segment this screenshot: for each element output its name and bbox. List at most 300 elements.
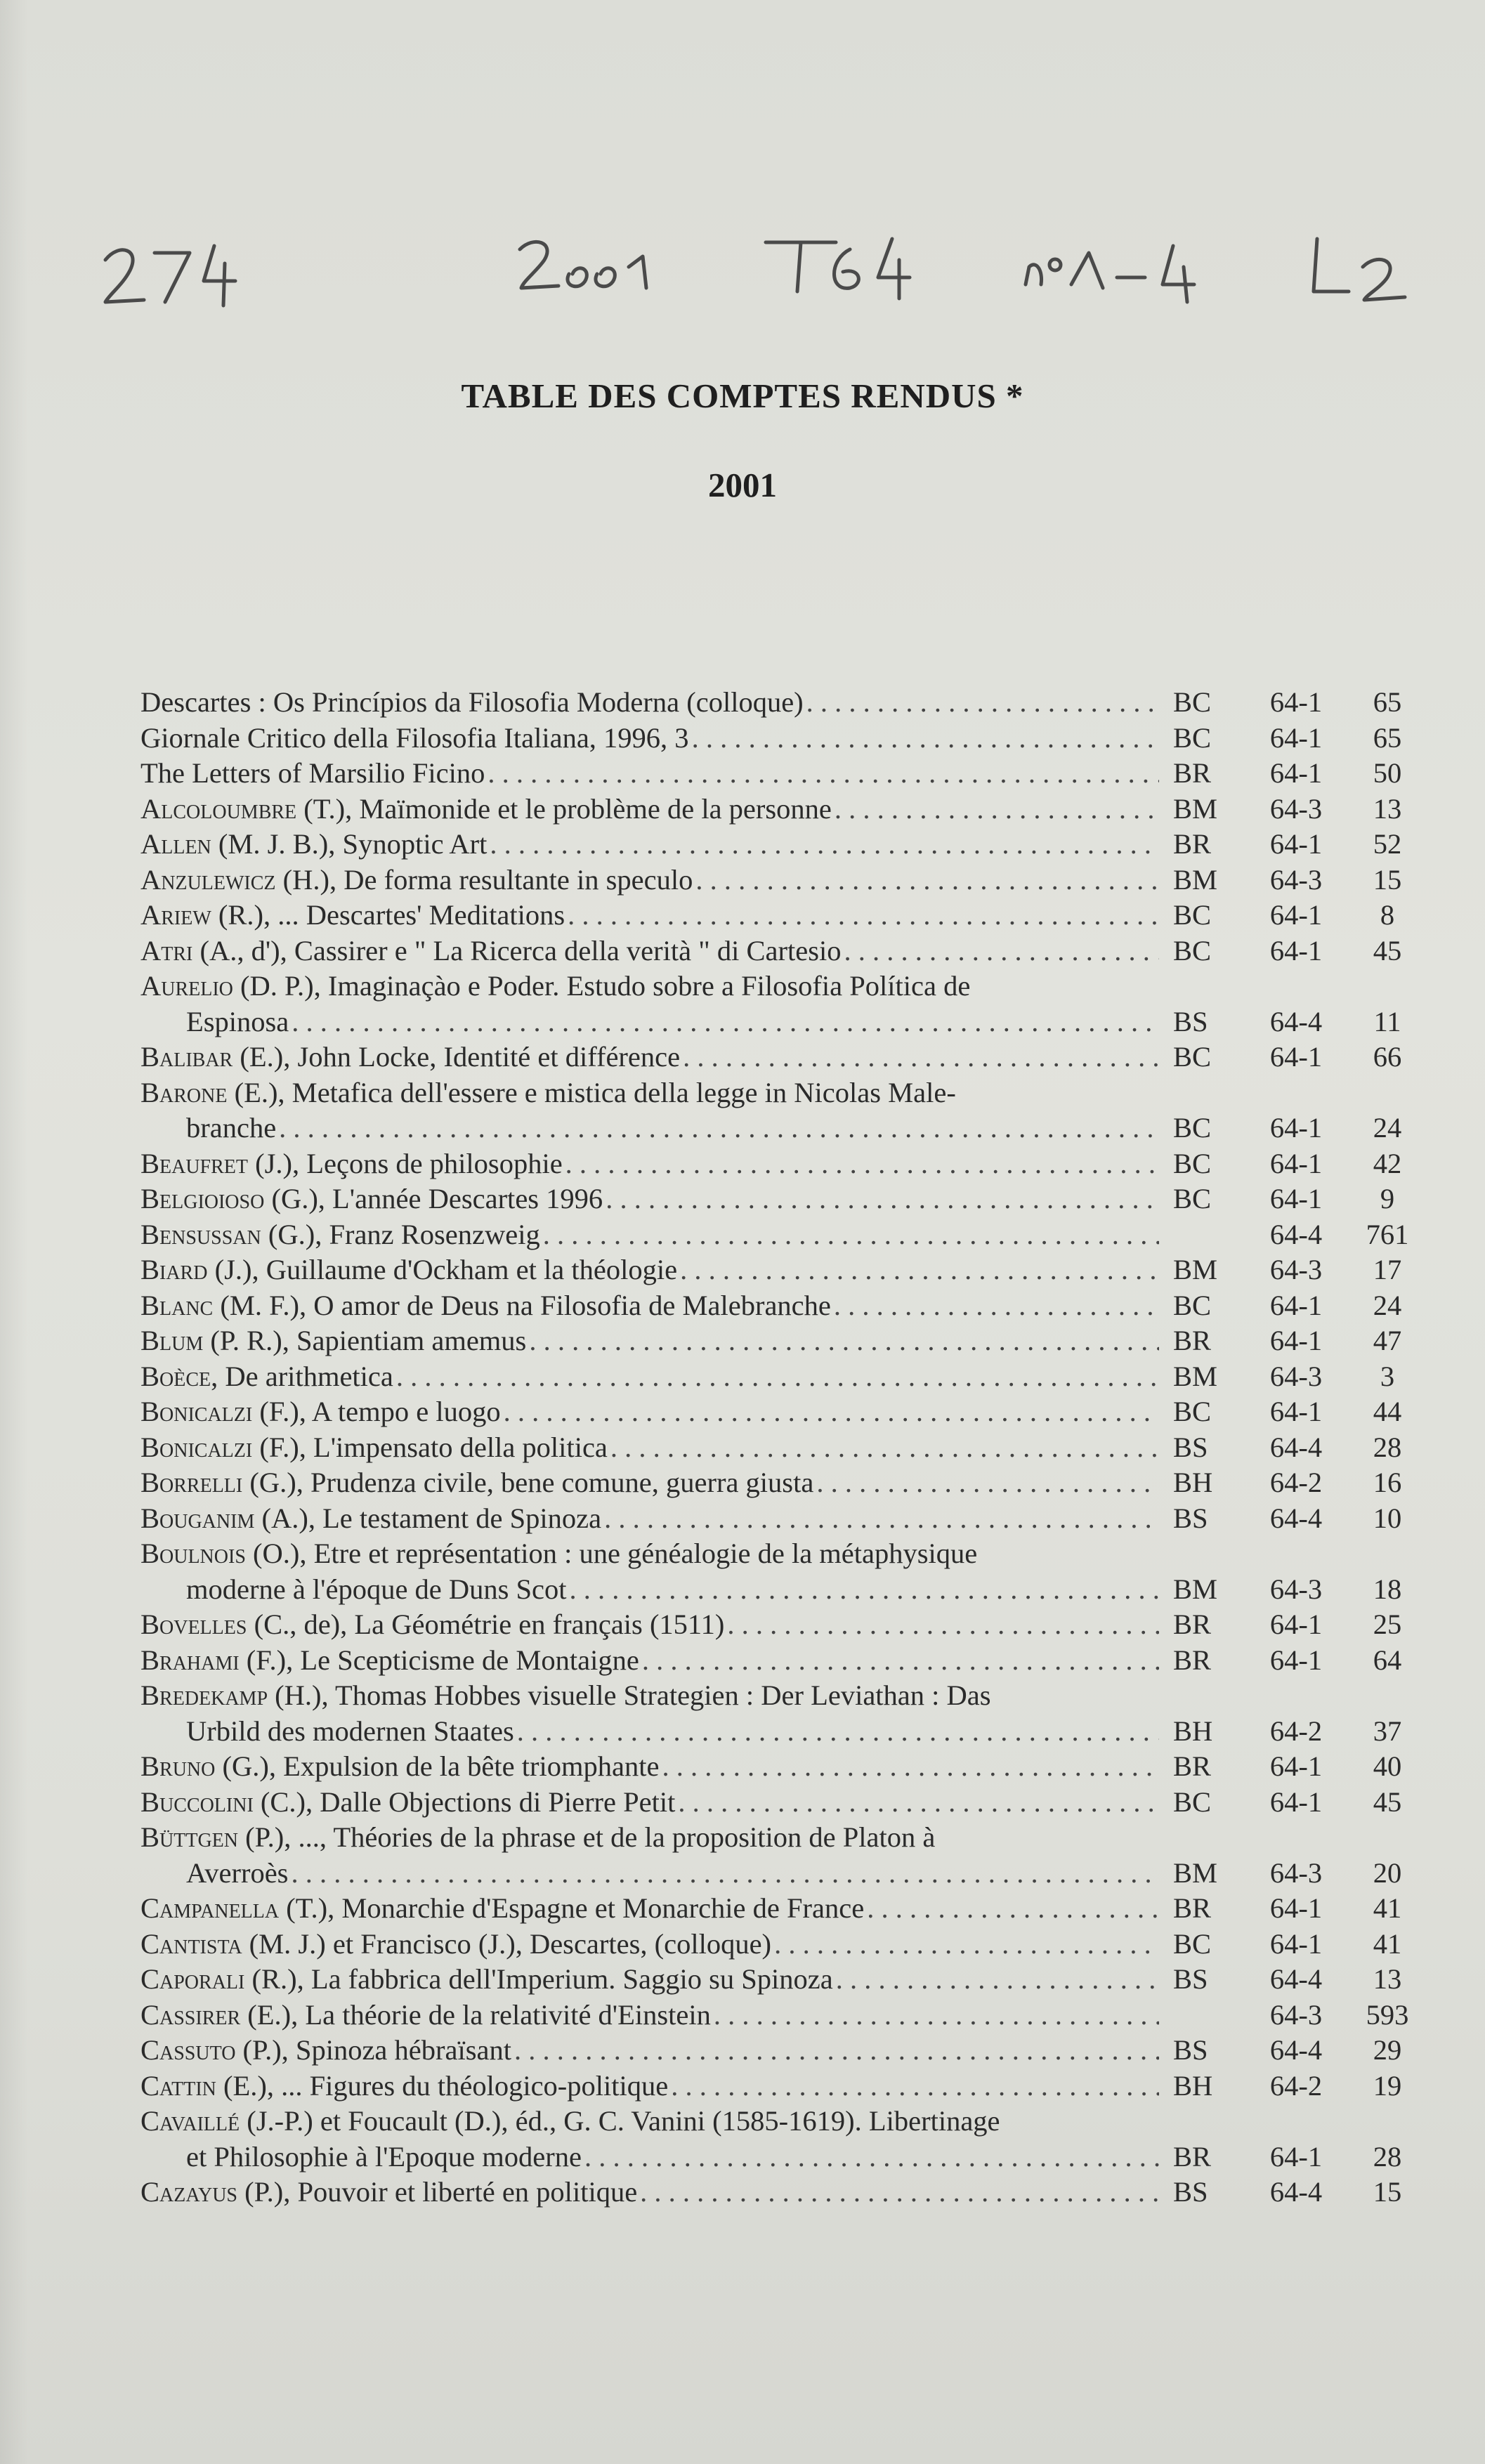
list-item bbox=[140, 2069, 1419, 2104]
entry-title: (P. R.), Sapientiam amemus bbox=[203, 1325, 527, 1356]
entry-label bbox=[140, 863, 693, 898]
entry-label bbox=[140, 1323, 526, 1359]
volume-number: 64-3 bbox=[1269, 792, 1323, 825]
leader-dots bbox=[842, 933, 1160, 969]
page-number: 593 bbox=[1366, 1998, 1409, 2031]
page-number: 29 bbox=[1373, 2034, 1402, 2066]
volume-number: 64-1 bbox=[1269, 1147, 1323, 1179]
entry-label bbox=[140, 2033, 511, 2069]
leader-dots bbox=[680, 1040, 1159, 1075]
entry-label bbox=[140, 1998, 711, 2033]
entry-title: (G.), L'année Descartes 1996 bbox=[264, 1183, 603, 1214]
author-name: Cantista bbox=[140, 1927, 242, 1960]
volume-number: 64-1 bbox=[1269, 757, 1323, 789]
entry-text bbox=[140, 792, 1159, 827]
review-code: BC bbox=[1173, 1396, 1212, 1427]
volume-number: 64-4 bbox=[1269, 1218, 1323, 1250]
page-number: 16 bbox=[1373, 1467, 1402, 1498]
entry-label bbox=[140, 1785, 675, 1821]
review-code: BC bbox=[1173, 1183, 1212, 1214]
entry-first-line bbox=[140, 1820, 1159, 1856]
entry-title: (M. F.), O amor de Deus na Filosofia de Malebranche bbox=[213, 1289, 831, 1321]
page-number: 8 bbox=[1380, 899, 1395, 931]
volume-number: 64-4 bbox=[1269, 1005, 1323, 1037]
volume-number: 64-3 bbox=[1269, 1360, 1323, 1392]
entry-title: (M. J. B.), Synoptic Art bbox=[211, 828, 488, 860]
entry-title: (P.), Pouvoir et liberté en politique bbox=[237, 2176, 638, 2208]
list-item bbox=[140, 1962, 1419, 1998]
entry-title: (A., d'), Cassirer e " La Ricerca della verità " di Cartesio bbox=[192, 934, 842, 966]
page-number: 11 bbox=[1373, 1005, 1401, 1037]
entry-title: (E.), La théorie de la relativité d'Einstein bbox=[240, 1998, 711, 2031]
entry-text bbox=[140, 933, 1159, 969]
review-code: BR bbox=[1173, 1325, 1212, 1356]
volume-number: 64-4 bbox=[1269, 1502, 1323, 1534]
review-code: BH bbox=[1173, 1467, 1213, 1498]
entry-label bbox=[140, 1359, 393, 1395]
volume-number: 64-1 bbox=[1269, 1927, 1323, 1960]
volume-number: 64-2 bbox=[1269, 1715, 1323, 1747]
page-number: 44 bbox=[1373, 1396, 1402, 1427]
author-name: Blum bbox=[140, 1325, 204, 1356]
entry-label bbox=[140, 1891, 864, 1927]
list-item bbox=[140, 2104, 1419, 2139]
entry-label bbox=[140, 898, 565, 933]
entry-label bbox=[140, 721, 689, 756]
entry-first-line bbox=[140, 1678, 1159, 1714]
list-item bbox=[140, 1288, 1419, 1324]
entry-text bbox=[140, 1252, 1159, 1288]
entry-text bbox=[140, 827, 1159, 863]
entry-continuation bbox=[140, 1004, 1419, 1040]
author-name: Cazayus bbox=[140, 2176, 238, 2208]
author-name: Allen bbox=[140, 828, 211, 860]
entry-text bbox=[140, 2175, 1159, 2210]
entry-text bbox=[140, 756, 1159, 792]
leader-dots bbox=[831, 1288, 1159, 1324]
list-item bbox=[140, 933, 1419, 969]
leader-dots bbox=[637, 2175, 1159, 2210]
entry-text bbox=[140, 1643, 1159, 1679]
entry-label bbox=[140, 1040, 680, 1075]
author-name: Barone bbox=[140, 1076, 228, 1108]
list-item bbox=[140, 1607, 1419, 1643]
page-title: TABLE DES COMPTES RENDUS * bbox=[461, 376, 1024, 415]
author-name: Büttgen bbox=[140, 1821, 238, 1853]
review-code: BR bbox=[1173, 1608, 1212, 1640]
page-number: 50 bbox=[1373, 757, 1402, 789]
entry-continuation bbox=[140, 1714, 1419, 1750]
entry-title: (M. J.) et Francisco (J.), Descartes, (colloque) bbox=[242, 1927, 772, 1960]
entry-title: (A.), Le testament de Spinoza bbox=[254, 1502, 602, 1534]
author-name: Bruno bbox=[140, 1750, 216, 1782]
volume-number: 64-1 bbox=[1269, 1289, 1323, 1321]
entry-title: (C.), Dalle Objections di Pierre Petit bbox=[253, 1785, 676, 1818]
leader-dots bbox=[864, 1891, 1159, 1927]
list-item bbox=[140, 685, 1419, 721]
entry-label bbox=[140, 1217, 540, 1253]
volume-number: 64-4 bbox=[1269, 2176, 1323, 2208]
review-code: BC bbox=[1173, 721, 1212, 754]
author-name: Alcoloumbre bbox=[140, 792, 297, 825]
review-code: BC bbox=[1173, 1927, 1212, 1960]
page-number: 47 bbox=[1373, 1325, 1402, 1356]
leader-dots bbox=[639, 1643, 1159, 1679]
entry-text bbox=[140, 1181, 1159, 1217]
entry-label bbox=[140, 1501, 601, 1537]
page-number: 19 bbox=[1373, 2069, 1402, 2102]
page-number: 65 bbox=[1373, 721, 1402, 754]
review-code: BS bbox=[1173, 1502, 1208, 1534]
leader-dots bbox=[514, 1714, 1159, 1750]
leader-dots bbox=[677, 1252, 1159, 1288]
leader-dots bbox=[693, 863, 1159, 898]
list-item bbox=[140, 1075, 1419, 1111]
volume-number: 64-1 bbox=[1269, 686, 1323, 718]
volume-number: 64-3 bbox=[1269, 863, 1323, 896]
entry-text bbox=[140, 1962, 1159, 1998]
entry-label bbox=[140, 933, 842, 969]
entry-label bbox=[140, 1181, 603, 1217]
page-number: 28 bbox=[1373, 2140, 1402, 2173]
review-code: BM bbox=[1173, 1856, 1218, 1889]
leader-dots bbox=[289, 1004, 1159, 1040]
volume-number: 64-1 bbox=[1269, 1183, 1323, 1214]
review-code: BR bbox=[1173, 1644, 1212, 1676]
entry-label bbox=[140, 792, 832, 827]
volume-number: 64-3 bbox=[1269, 1254, 1323, 1285]
leader-dots bbox=[276, 1110, 1159, 1146]
leader-dots bbox=[659, 1749, 1159, 1785]
entry-text bbox=[140, 898, 1159, 933]
volume-number: 64-4 bbox=[1269, 1963, 1323, 1995]
entry-title: (O.), Etre et représentation : une généalogie de la métaphysique bbox=[245, 1538, 978, 1569]
entry-text bbox=[140, 1430, 1159, 1466]
list-item bbox=[140, 1181, 1419, 1217]
entry-text bbox=[140, 2033, 1159, 2069]
author-name: Blanc bbox=[140, 1289, 214, 1321]
leader-dots bbox=[288, 1856, 1159, 1892]
list-item bbox=[140, 827, 1419, 863]
entry-title: (J.-P.) et Foucault (D.), éd., G. C. Vanini (1585-1619). Libertinage bbox=[240, 2105, 1000, 2137]
leader-dots bbox=[724, 1607, 1159, 1643]
review-code: BC bbox=[1173, 934, 1212, 966]
page-number: 13 bbox=[1373, 792, 1402, 825]
list-item bbox=[140, 1323, 1419, 1359]
list-item bbox=[140, 1785, 1419, 1821]
page-number: 18 bbox=[1373, 1573, 1402, 1605]
entry-text bbox=[140, 1891, 1159, 1927]
volume-number: 64-1 bbox=[1269, 1785, 1323, 1818]
author-name: Atri bbox=[140, 934, 193, 966]
author-name: Bouganim bbox=[140, 1502, 255, 1534]
page-number: 9 bbox=[1380, 1183, 1395, 1214]
review-code: BR bbox=[1173, 1750, 1212, 1782]
page-number: 15 bbox=[1373, 2176, 1402, 2208]
author-name: Aurelio bbox=[140, 970, 233, 1002]
entry-title: (J.), Guillaume d'Ockham et la théologie bbox=[207, 1254, 678, 1285]
list-item bbox=[140, 1998, 1419, 2033]
list-item bbox=[140, 863, 1419, 898]
leader-dots bbox=[689, 721, 1159, 756]
entry-label bbox=[140, 2069, 668, 2104]
volume-number: 64-1 bbox=[1269, 899, 1323, 931]
entry-label bbox=[140, 1927, 771, 1962]
leader-dots bbox=[582, 2139, 1159, 2175]
list-item bbox=[140, 1217, 1419, 1253]
entry-first-line bbox=[140, 1536, 1159, 1572]
entry-title: (H.), De forma resultante in speculo bbox=[275, 863, 693, 896]
entry-label bbox=[140, 1607, 724, 1643]
page-number: 25 bbox=[1373, 1608, 1402, 1640]
review-code: BS bbox=[1173, 2176, 1208, 2208]
entry-text bbox=[140, 1607, 1159, 1643]
entry-title-continued: Urbild des modernen Staates bbox=[186, 1715, 514, 1747]
volume-number: 64-1 bbox=[1269, 1325, 1323, 1356]
author-name: Caporali bbox=[140, 1963, 245, 1995]
page-number: 37 bbox=[1373, 1715, 1402, 1747]
volume-number: 64-1 bbox=[1269, 1644, 1323, 1676]
page-number: 15 bbox=[1373, 863, 1402, 896]
entry-label bbox=[140, 1465, 813, 1501]
entry-text bbox=[140, 721, 1159, 756]
entry-continuation bbox=[140, 1110, 1419, 1146]
leader-dots bbox=[771, 1927, 1159, 1962]
entry-text bbox=[140, 1217, 1159, 1253]
review-code: BC bbox=[1173, 1289, 1212, 1321]
entry-title: The Letters of Marsilio Ficino bbox=[140, 757, 485, 789]
review-code: BH bbox=[1173, 2069, 1213, 2102]
author-name: Boèce bbox=[140, 1360, 211, 1392]
volume-number: 64-1 bbox=[1269, 2140, 1323, 2173]
volume-number: 64-3 bbox=[1269, 1998, 1323, 2031]
entry-label bbox=[140, 685, 804, 721]
entry-title: (F.), Le Scepticisme de Montaigne bbox=[239, 1644, 639, 1676]
volume-number: 64-3 bbox=[1269, 1856, 1323, 1889]
list-item bbox=[140, 1501, 1419, 1537]
leader-dots bbox=[567, 1572, 1159, 1608]
entry-title: (F.), L'impensato della politica bbox=[252, 1431, 608, 1463]
entry-text bbox=[140, 1359, 1159, 1395]
review-code: BS bbox=[1173, 1005, 1208, 1037]
list-item bbox=[140, 1536, 1419, 1572]
entry-title: (H.), Thomas Hobbes visuelle Strategien : Der Leviathan : Das bbox=[268, 1679, 991, 1711]
review-code: BM bbox=[1173, 792, 1218, 825]
list-item bbox=[140, 1749, 1419, 1785]
leader-dots bbox=[603, 1181, 1159, 1217]
entry-first-line bbox=[140, 2104, 1159, 2139]
page-number: 42 bbox=[1373, 1147, 1402, 1179]
list-item bbox=[140, 1146, 1419, 1182]
leader-dots bbox=[608, 1430, 1159, 1466]
entry-continuation bbox=[140, 1572, 1419, 1608]
list-item bbox=[140, 1678, 1419, 1714]
volume-number: 64-2 bbox=[1269, 2069, 1323, 2102]
entry-label bbox=[140, 1394, 501, 1430]
leader-dots bbox=[832, 792, 1159, 827]
entry-text bbox=[140, 1465, 1159, 1501]
page-number: 13 bbox=[1373, 1963, 1402, 1995]
entry-title-continued: Espinosa bbox=[186, 1005, 289, 1037]
leader-dots bbox=[675, 1785, 1159, 1821]
leader-dots bbox=[511, 2033, 1159, 2069]
entry-title: (E.), Metafica dell'essere e mistica della legge in Nicolas Male- bbox=[227, 1076, 956, 1108]
page-number: 66 bbox=[1373, 1041, 1402, 1073]
page-number: 3 bbox=[1380, 1360, 1395, 1392]
volume-number: 64-1 bbox=[1269, 934, 1323, 966]
entry-label bbox=[140, 1288, 831, 1324]
page-number: 28 bbox=[1373, 1431, 1402, 1463]
review-code: BS bbox=[1173, 2034, 1208, 2066]
entry-title: (G.), Prudenza civile, bene comune, guerra giusta bbox=[242, 1467, 814, 1498]
page-number: 761 bbox=[1366, 1218, 1409, 1250]
page-number: 45 bbox=[1373, 934, 1402, 966]
entry-title: Giornale Critico della Filosofia Italiana, 1996, 3 bbox=[140, 721, 689, 754]
volume-number: 64-4 bbox=[1269, 1431, 1323, 1463]
volume-number: 64-1 bbox=[1269, 721, 1323, 754]
page-number: 41 bbox=[1373, 1927, 1402, 1960]
review-code: BM bbox=[1173, 1573, 1218, 1605]
author-name: Buccolini bbox=[140, 1785, 254, 1818]
entry-label bbox=[140, 1252, 677, 1288]
entry-first-line bbox=[140, 1075, 1159, 1111]
review-code: BC bbox=[1173, 1147, 1212, 1179]
list-item bbox=[140, 2033, 1419, 2069]
entry-label bbox=[140, 756, 485, 792]
entry-title: , De arithmetica bbox=[211, 1360, 393, 1392]
author-name: Cattin bbox=[140, 2069, 216, 2102]
leader-dots bbox=[563, 1146, 1159, 1182]
entry-text bbox=[140, 1927, 1159, 1962]
volume-number: 64-1 bbox=[1269, 1608, 1323, 1640]
entry-title: (F.), A tempo e luogo bbox=[252, 1396, 501, 1427]
volume-number: 64-1 bbox=[1269, 1750, 1323, 1782]
table-of-reviews bbox=[140, 685, 1419, 2210]
entry-title: (J.), Leçons de philosophie bbox=[248, 1147, 563, 1179]
entry-title: (C., de), La Géométrie en français (1511) bbox=[247, 1608, 725, 1640]
review-code: BS bbox=[1173, 1963, 1208, 1995]
entry-label bbox=[140, 827, 487, 863]
entry-title: (R.), La fabbrica dell'Imperium. Saggio su Spinoza bbox=[244, 1963, 833, 1995]
author-name: Bonicalzi bbox=[140, 1431, 253, 1463]
leader-dots bbox=[540, 1217, 1159, 1253]
page-number: 17 bbox=[1373, 1254, 1402, 1285]
entry-title-continued: moderne à l'époque de Duns Scot bbox=[186, 1573, 567, 1605]
review-code: BR bbox=[1173, 828, 1212, 860]
author-name: Ariew bbox=[140, 899, 211, 931]
review-code: BR bbox=[1173, 1892, 1212, 1924]
entry-text bbox=[140, 1288, 1159, 1324]
review-code: BC bbox=[1173, 899, 1212, 931]
entry-text bbox=[140, 1749, 1159, 1785]
entry-title-continued: et Philosophie à l'Epoque moderne bbox=[186, 2140, 582, 2173]
page-number: 65 bbox=[1373, 686, 1402, 718]
entry-title: (P.), Spinoza hébraïsant bbox=[235, 2034, 511, 2066]
review-code: BC bbox=[1173, 1785, 1212, 1818]
review-code: BR bbox=[1173, 2140, 1212, 2173]
entry-text bbox=[140, 863, 1159, 898]
list-item bbox=[140, 898, 1419, 933]
leader-dots bbox=[485, 756, 1159, 792]
page-number: 20 bbox=[1373, 1856, 1402, 1889]
page-number: 41 bbox=[1373, 1892, 1402, 1924]
entry-title-continued: Averroès bbox=[186, 1856, 289, 1889]
author-name: Bensussan bbox=[140, 1218, 261, 1250]
page-number: 52 bbox=[1373, 828, 1402, 860]
list-item bbox=[140, 1643, 1419, 1679]
entry-title: Descartes : Os Princípios da Filosofia Moderna (colloque) bbox=[140, 686, 804, 718]
volume-number: 64-2 bbox=[1269, 1467, 1323, 1498]
entry-title: (P.), ..., Théories de la phrase et de la proposition de Platon à bbox=[238, 1821, 936, 1853]
volume-number: 64-1 bbox=[1269, 1396, 1323, 1427]
leader-dots bbox=[833, 1962, 1159, 1998]
page-number: 64 bbox=[1373, 1644, 1402, 1676]
entry-title: (T.), Monarchie d'Espagne et Monarchie de France bbox=[279, 1892, 865, 1924]
list-item bbox=[140, 969, 1419, 1004]
list-item bbox=[140, 1252, 1419, 1288]
review-code: BM bbox=[1173, 863, 1218, 896]
entry-text bbox=[140, 1394, 1159, 1430]
page-number: 24 bbox=[1373, 1112, 1402, 1143]
author-name: Bonicalzi bbox=[140, 1396, 253, 1427]
review-code: BS bbox=[1173, 1431, 1208, 1463]
leader-dots bbox=[668, 2069, 1159, 2104]
entry-label bbox=[140, 1643, 639, 1679]
leader-dots bbox=[487, 827, 1159, 863]
entry-title: (T.), Maïmonide et le problème de la personne bbox=[296, 792, 832, 825]
list-item bbox=[140, 1040, 1419, 1075]
review-code: BC bbox=[1173, 1041, 1212, 1073]
entry-text bbox=[140, 2069, 1159, 2104]
list-item bbox=[140, 1891, 1419, 1927]
review-code: BH bbox=[1173, 1715, 1213, 1747]
entry-title: (D. P.), Imaginaçào e Poder. Estudo sobre a Filosofia Política de bbox=[233, 970, 971, 1002]
entry-label bbox=[140, 2175, 637, 2210]
volume-number: 64-3 bbox=[1269, 1573, 1323, 1605]
list-item bbox=[140, 721, 1419, 756]
review-code: BM bbox=[1173, 1254, 1218, 1285]
leader-dots bbox=[393, 1359, 1159, 1395]
list-item bbox=[140, 2175, 1419, 2210]
review-code: BC bbox=[1173, 1112, 1212, 1143]
entry-title: (G.), Expulsion de la bête triomphante bbox=[215, 1750, 660, 1782]
entry-continuation bbox=[140, 1856, 1419, 1892]
leader-dots bbox=[804, 685, 1159, 721]
author-name: Bredekamp bbox=[140, 1679, 268, 1711]
leader-dots bbox=[565, 898, 1159, 933]
entry-text bbox=[140, 685, 1159, 721]
entry-text bbox=[140, 1785, 1159, 1821]
leader-dots bbox=[526, 1323, 1159, 1359]
author-name: Belgioioso bbox=[140, 1183, 265, 1214]
entry-title: (R.), ... Descartes' Meditations bbox=[211, 899, 565, 931]
entry-label bbox=[140, 1962, 833, 1998]
entry-title: (E.), John Locke, Identité et différence bbox=[233, 1041, 681, 1073]
author-name: Brahami bbox=[140, 1644, 240, 1676]
author-name: Campanella bbox=[140, 1892, 280, 1924]
page-number: 45 bbox=[1373, 1785, 1402, 1818]
page-number: 40 bbox=[1373, 1750, 1402, 1782]
list-item bbox=[140, 1394, 1419, 1430]
list-item bbox=[140, 1927, 1419, 1962]
volume-number: 64-4 bbox=[1269, 2034, 1323, 2066]
author-name: Borrelli bbox=[140, 1467, 243, 1498]
volume-number: 64-1 bbox=[1269, 1041, 1323, 1073]
page-shadow bbox=[0, 0, 28, 2464]
entry-label bbox=[140, 1430, 608, 1466]
list-item bbox=[140, 1430, 1419, 1466]
entry-title: (G.), Franz Rosenzweig bbox=[261, 1218, 540, 1250]
